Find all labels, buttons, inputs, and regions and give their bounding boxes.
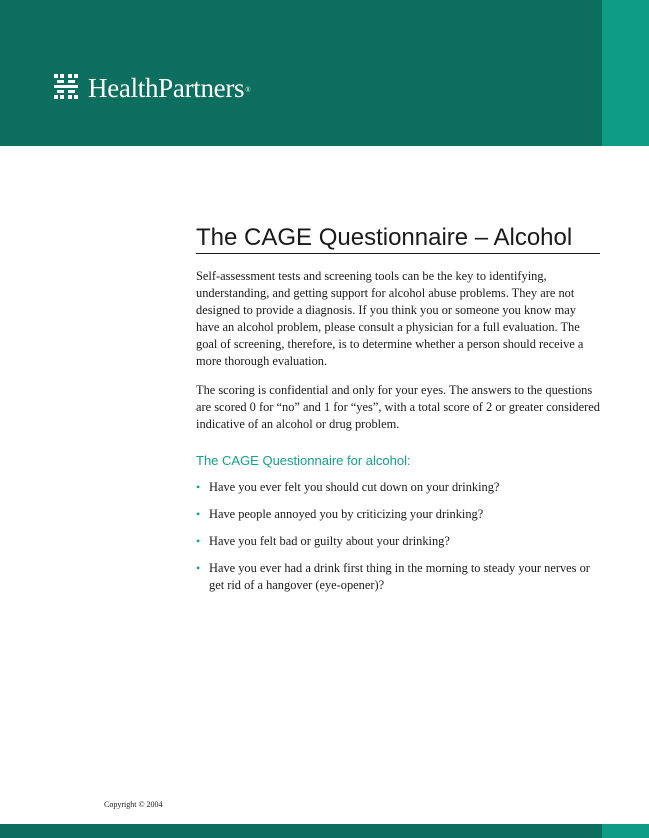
footer-band bbox=[0, 824, 649, 838]
copyright-notice: Copyright © 2004 bbox=[104, 800, 163, 809]
healthpartners-logo bbox=[54, 74, 251, 102]
questionnaire-subheading: The CAGE Questionnaire for alcohol: bbox=[196, 453, 411, 468]
question-item bbox=[196, 533, 600, 550]
question-text: Have you ever felt you should cut down on your drinking? bbox=[209, 480, 500, 494]
healthpartners-logo-icon bbox=[54, 74, 78, 102]
scoring-paragraph: The scoring is confidential and only for your eyes. The answers to the questions are scored 0 for “no” and 1 for “yes”, with a total score of 2 or greater considered indicative of an alcohol or drug problem. bbox=[196, 383, 600, 431]
bullet-icon: • bbox=[196, 507, 201, 521]
page-title: The CAGE Questionnaire – Alcohol bbox=[196, 224, 600, 254]
question-item bbox=[196, 479, 600, 496]
question-item bbox=[196, 506, 600, 523]
logo-wordmark: HealthPartners bbox=[88, 72, 245, 103]
question-list bbox=[196, 479, 600, 604]
bullet-icon: • bbox=[196, 480, 201, 494]
footer-accent-stripe bbox=[602, 824, 649, 838]
header-accent-stripe bbox=[602, 0, 649, 146]
question-text: Have you felt bad or guilty about your drinking? bbox=[209, 534, 450, 548]
question-text: Have you ever had a drink first thing in the morning to steady your nerves or get rid of a hangover (eye-opener)? bbox=[209, 561, 590, 592]
question-text: Have people annoyed you by criticizing your drinking? bbox=[209, 507, 484, 521]
registered-mark: ® bbox=[245, 86, 251, 94]
bullet-icon: • bbox=[196, 561, 201, 575]
bullet-icon: • bbox=[196, 534, 201, 548]
question-item bbox=[196, 560, 600, 594]
intro-paragraph: Self-assessment tests and screening tools can be the key to identifying, understanding, and getting support for alcohol abuse problems. They are not designed to provide a diagnosis. If you think you or someone you know may have an alcohol problem, please consult a physician for a full evaluation. The goal of screening, therefore, is to determine whether a person should receive a more thorough evaluation. bbox=[196, 269, 584, 368]
